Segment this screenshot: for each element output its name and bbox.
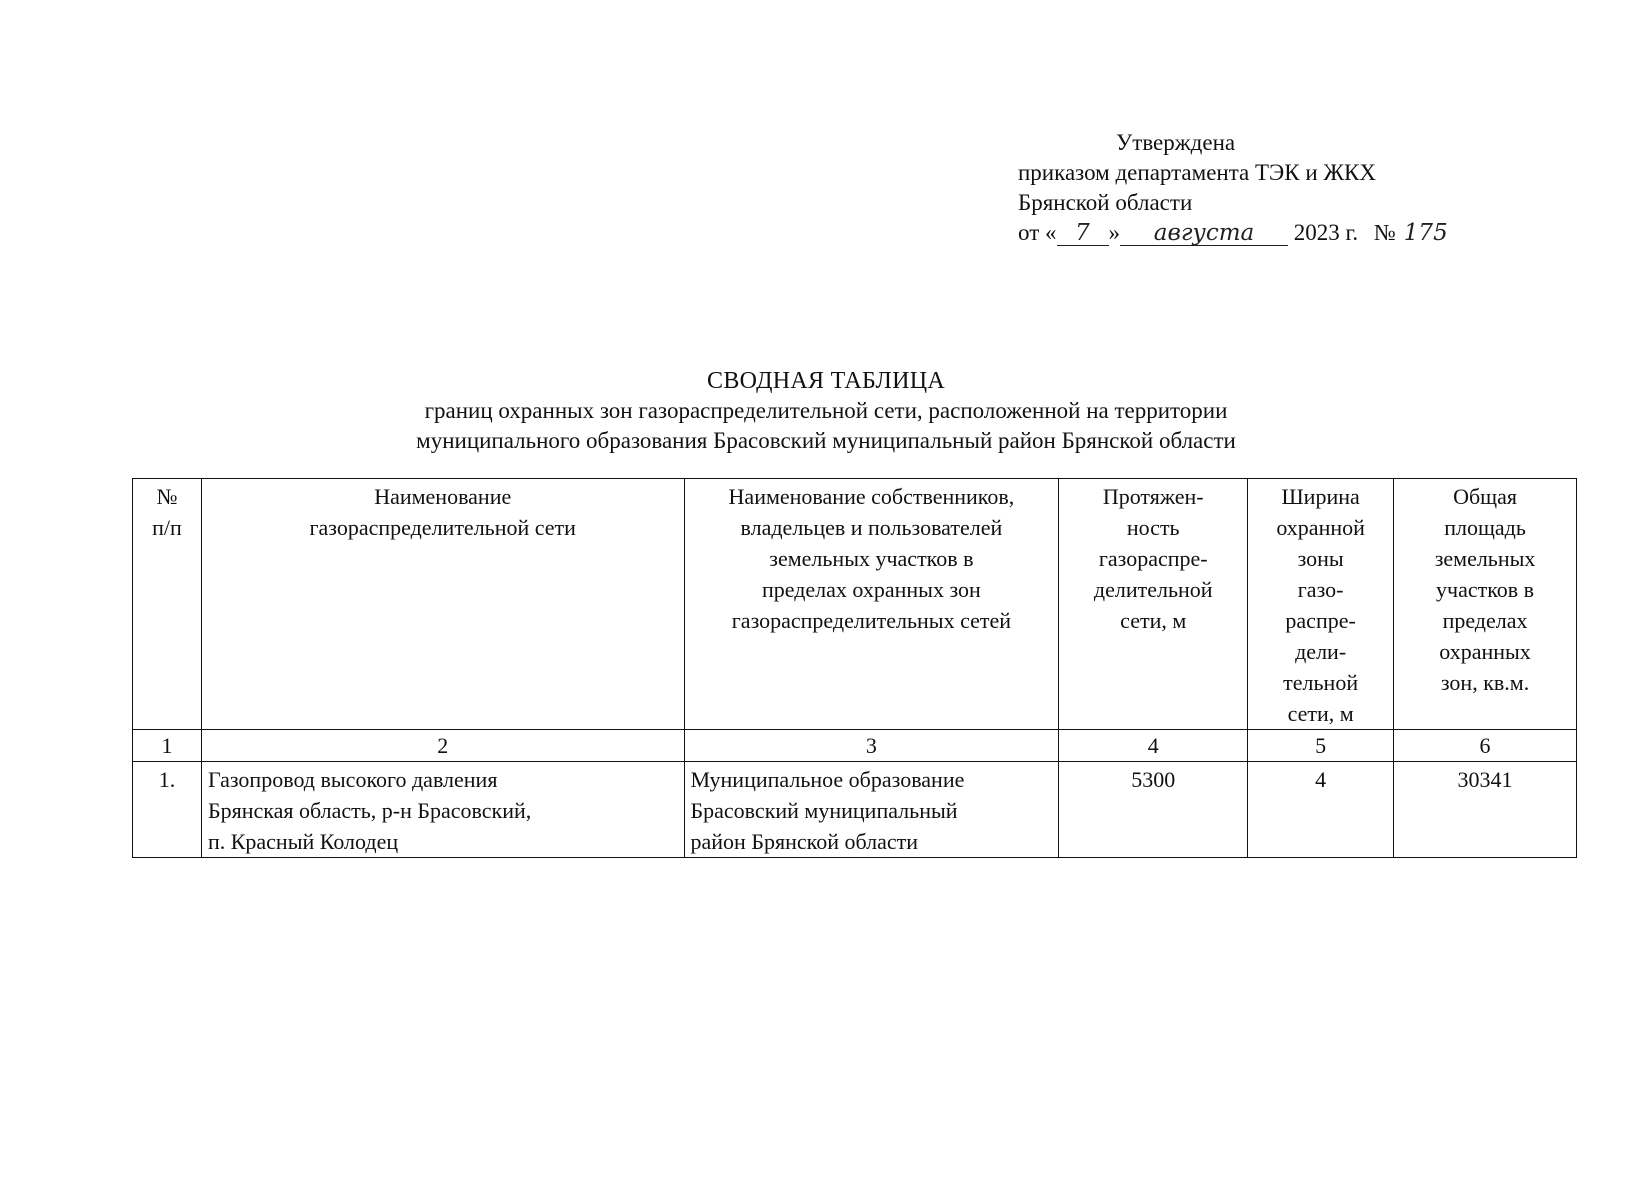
summary-table <box>132 478 1577 858</box>
column-number: 5 <box>1248 730 1394 762</box>
column-number: 2 <box>201 730 684 762</box>
table-row <box>133 762 1577 858</box>
approval-date-line <box>1018 218 1578 248</box>
header-number: № п/п <box>133 479 202 730</box>
title-main: СВОДНАЯ ТАБЛИЦА <box>707 368 945 394</box>
date-day: 7 <box>1057 221 1109 246</box>
order-number: 175 <box>1403 220 1448 246</box>
date-prefix: от « <box>1018 220 1057 245</box>
document-title <box>0 366 1652 456</box>
row-total-area: 30341 <box>1394 762 1577 858</box>
column-number: 1 <box>133 730 202 762</box>
approval-order-line: приказом департамента ТЭК и ЖКХ <box>1018 160 1376 185</box>
title-subtitle-line2: муниципального образования Брасовский муниципальный район Брянской области <box>416 428 1236 453</box>
header-owners: Наименование собственников, владельцев и пользователей земельных участков в пределах охранных зон газораспределительных сетей <box>684 479 1059 730</box>
row-zone-width: 4 <box>1248 762 1394 858</box>
header-network-name: Наименование газораспределительной сети <box>201 479 684 730</box>
date-month: августа <box>1120 221 1288 246</box>
row-length: 5300 <box>1059 762 1248 858</box>
row-owners: Муниципальное образование Брасовский муниципальный район Брянской области <box>684 762 1059 858</box>
date-year: 2023 г. <box>1293 220 1359 245</box>
column-number: 4 <box>1059 730 1248 762</box>
header-total-area: Общая площадь земельных участков в пределах охранных зон, кв.м. <box>1394 479 1577 730</box>
header-length: Протяжен- ность газораспре- делительной сети, м <box>1059 479 1248 730</box>
number-sign: № <box>1373 220 1396 245</box>
row-number: 1. <box>133 762 202 858</box>
row-network-name: Газопровод высокого давления Брянская область, р-н Брасовский, п. Красный Колодец <box>201 762 684 858</box>
header-zone-width: Ширина охранной зоны газо- распре- дели- тельной сети, м <box>1248 479 1394 730</box>
approval-region-line: Брянской области <box>1018 190 1193 215</box>
approval-block <box>1018 128 1578 248</box>
column-number: 3 <box>684 730 1059 762</box>
table-header-row <box>133 479 1577 730</box>
date-quote-close: » <box>1108 220 1120 245</box>
approved-label: Утверждена <box>1116 130 1236 155</box>
title-subtitle-line1: границ охранных зон газораспределительной сети, расположенной на территории <box>424 398 1228 423</box>
column-number: 6 <box>1394 730 1577 762</box>
column-number-row <box>133 730 1577 762</box>
